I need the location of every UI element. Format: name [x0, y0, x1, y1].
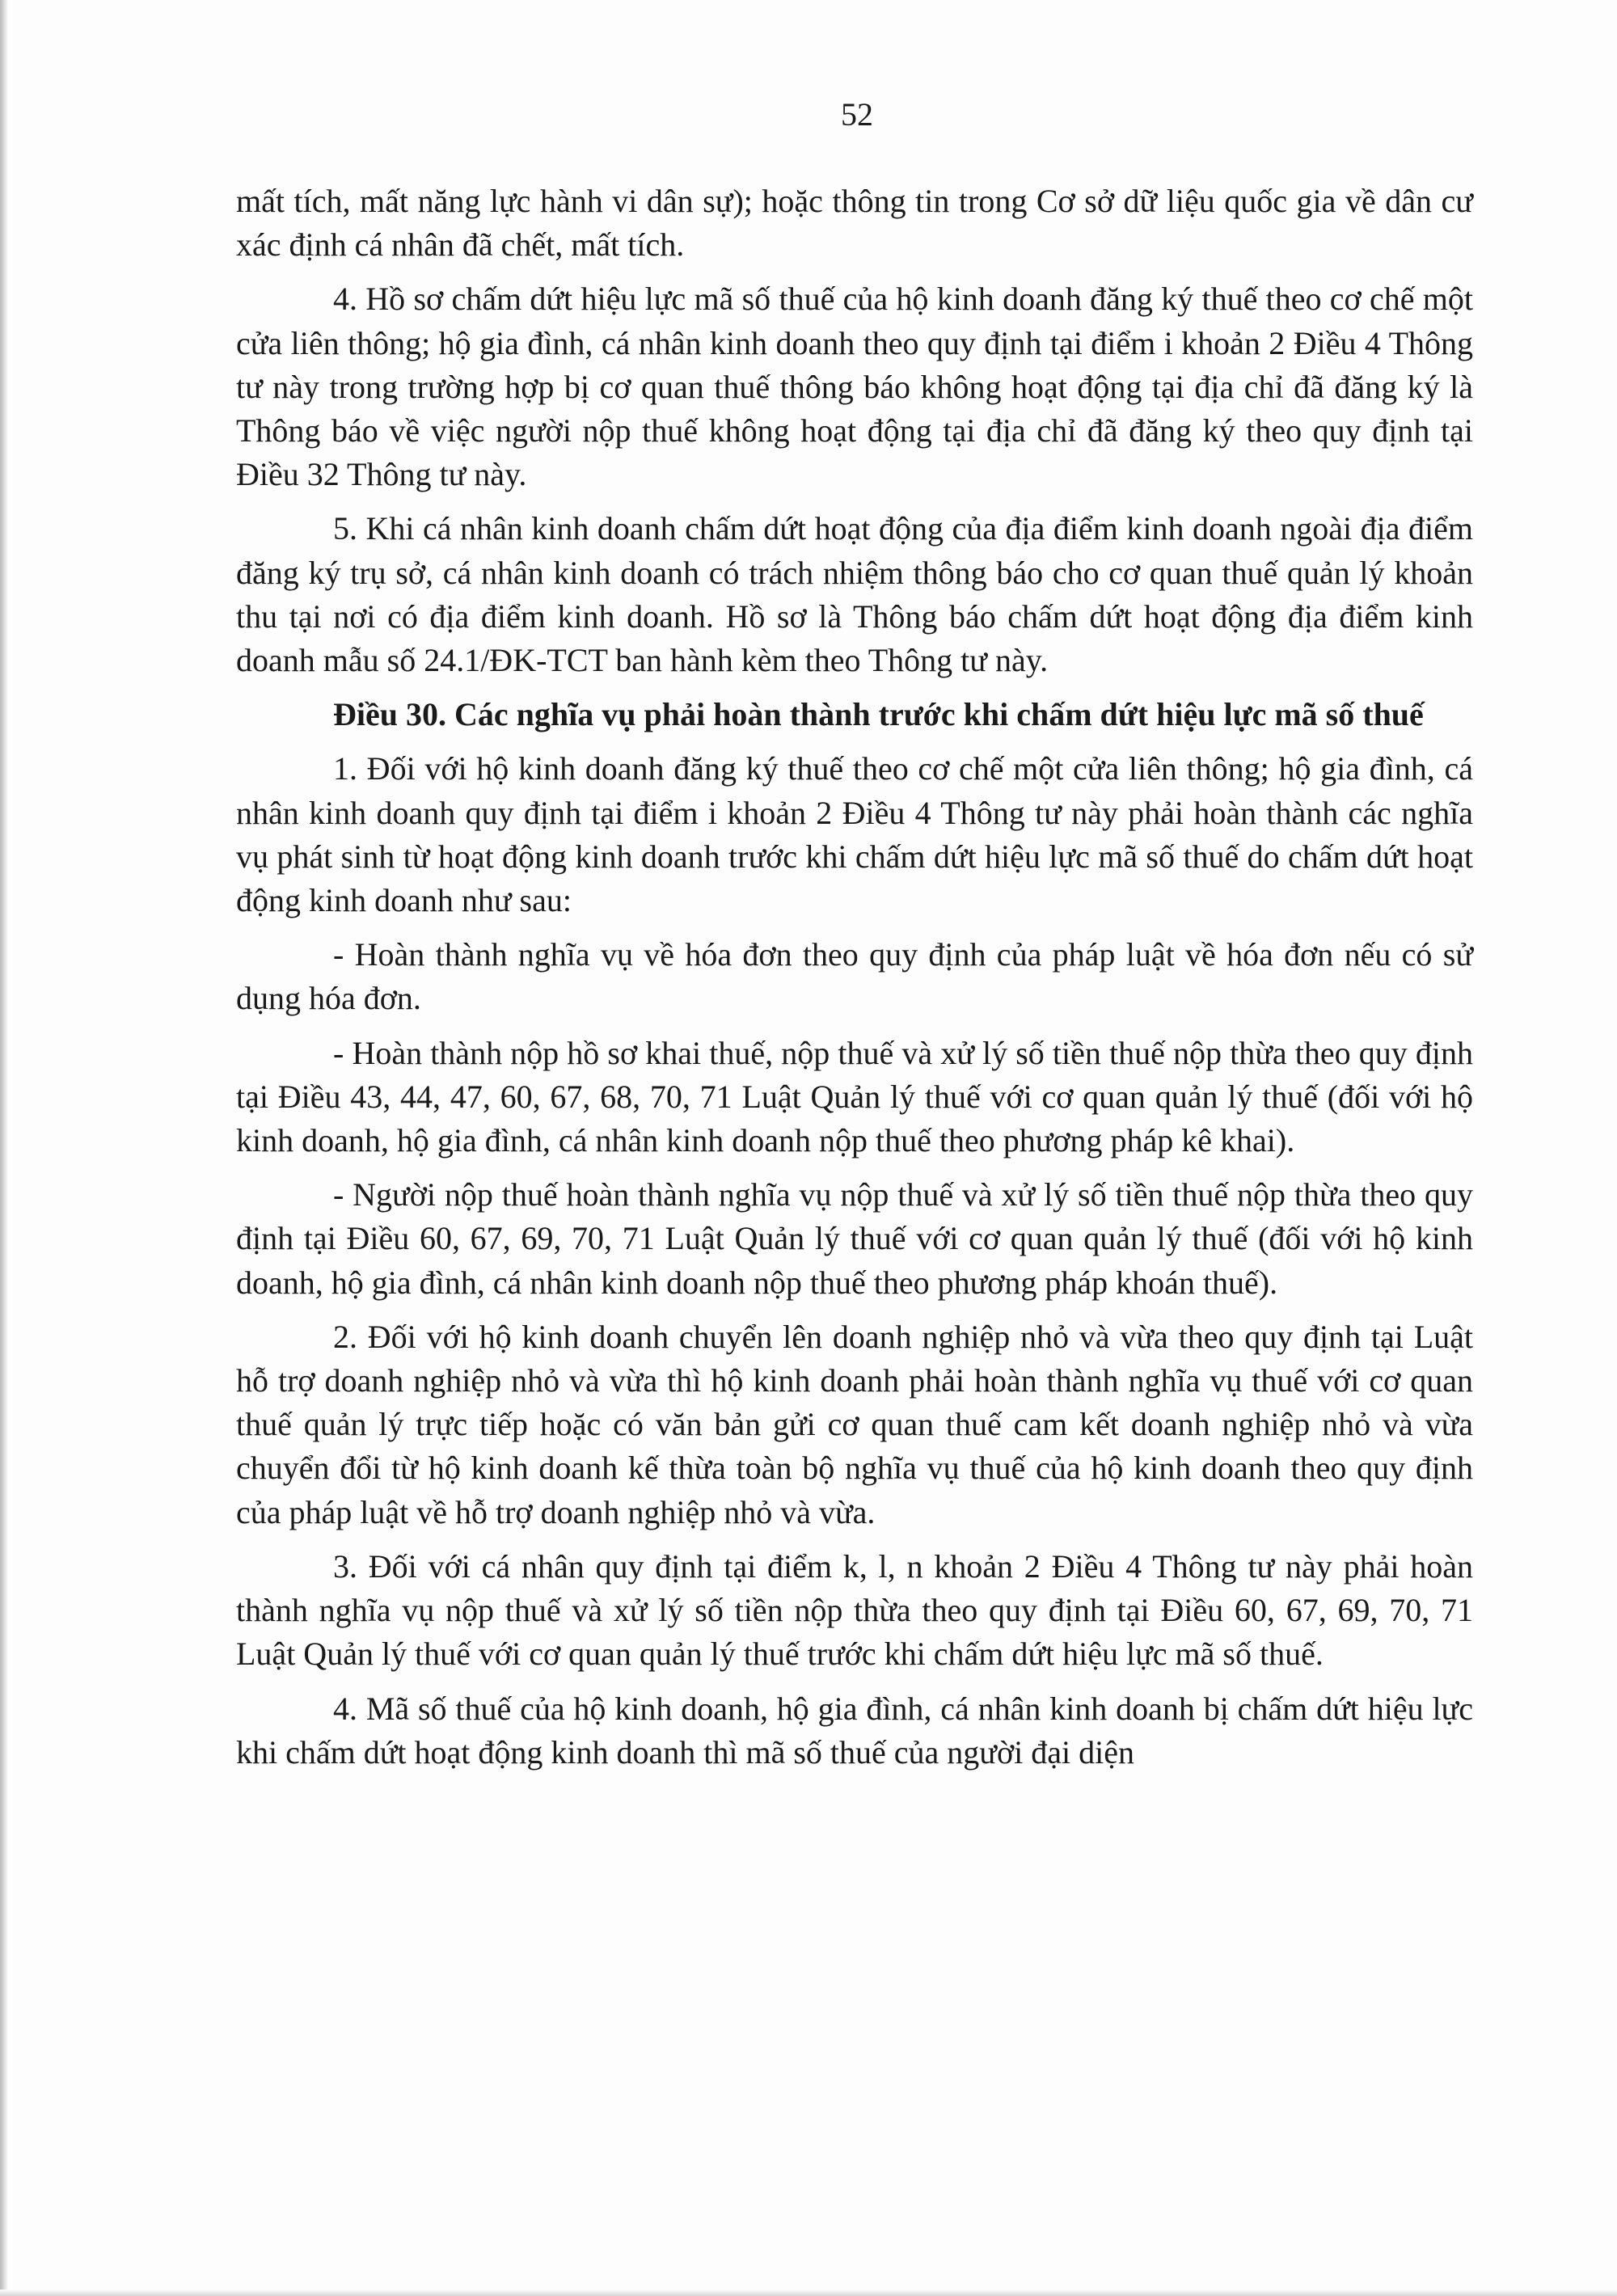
page-number: 52	[841, 96, 873, 133]
document-body	[236, 179, 1473, 1785]
paragraph-item-4: 4. Hồ sơ chấm dứt hiệu lực mã số thuế của hộ kinh doanh đăng ký thuế theo cơ chế một cửa liên thông; hộ gia đình, cá nhân kinh doanh theo quy định tại điểm i khoản 2 Điều 4 Thông tư này trong trường hợp bị cơ quan thuế thông báo không hoạt động tại địa chỉ đã đăng ký là Thông báo về việc người nộp thuế không hoạt động tại địa chỉ đã đăng ký theo quy định tại Điều 32 Thông tư này.	[236, 281, 1473, 493]
article-30-heading: Điều 30. Các nghĩa vụ phải hoàn thành trước khi chấm dứt hiệu lực mã số thuế	[333, 696, 1424, 733]
bullet-declaration-obligation: - Hoàn thành nộp hồ sơ khai thuế, nộp thuế và xử lý số tiền thuế nộp thừa theo quy định tại Điều 43, 44, 47, 60, 67, 68, 70, 71 Luật Quản lý thuế với cơ quan quản lý thuế (đối với hộ kinh doanh, hộ gia đình, cá nhân kinh doanh nộp thuế theo phương pháp kê khai).	[236, 1034, 1473, 1159]
paragraph-continuation: mất tích, mất năng lực hành vi dân sự); hoặc thông tin trong Cơ sở dữ liệu quốc gia về dân cư xác định cá nhân đã chết, mất tích.	[236, 183, 1473, 264]
scan-bottom-shadow	[0, 2290, 1617, 2296]
paragraph-article30-item-1: 1. Đối với hộ kinh doanh đăng ký thuế theo cơ chế một cửa liên thông; hộ gia đình, cá nhân kinh doanh quy định tại điểm i khoản 2 Điều 4 Thông tư này phải hoàn thành các nghĩa vụ phát sinh từ hoạt động kinh doanh trước khi chấm dứt hiệu lực mã số thuế do chấm dứt hoạt động kinh doanh như sau:	[236, 750, 1473, 919]
paragraph-article30-item-3: 3. Đối với cá nhân quy định tại điểm k, l, n khoản 2 Điều 4 Thông tư này phải hoàn thành nghĩa vụ nộp thuế và xử lý số tiền nộp thừa theo quy định tại Điều 60, 67, 69, 70, 71 Luật Quản lý thuế với cơ quan quản lý thuế trước khi chấm dứt hiệu lực mã số thuế.	[236, 1547, 1473, 1673]
paragraph-item-5: 5. Khi cá nhân kinh doanh chấm dứt hoạt động của địa điểm kinh doanh ngoài địa điểm đăng ký trụ sở, cá nhân kinh doanh có trách nhiệm thông báo cho cơ quan thuế quản lý khoản thu tại nơi có địa điểm kinh doanh. Hồ sơ là Thông báo chấm dứt hoạt động địa điểm kinh doanh mẫu số 24.1/ĐK-TCT ban hành kèm theo Thông tư này.	[236, 510, 1473, 679]
paragraph-article30-item-4: 4. Mã số thuế của hộ kinh doanh, hộ gia đình, cá nhân kinh doanh bị chấm dứt hiệu lực khi chấm dứt hoạt động kinh doanh thì mã số thuế của người đại diện	[236, 1690, 1473, 1771]
bullet-lump-sum-obligation: - Người nộp thuế hoàn thành nghĩa vụ nộp thuế và xử lý số tiền thuế nộp thừa theo quy định tại Điều 60, 67, 69, 70, 71 Luật Quản lý thuế với cơ quan quản lý thuế (đối với hộ kinh doanh, hộ gia đình, cá nhân kinh doanh nộp thuế theo phương pháp khoán thuế).	[236, 1176, 1473, 1301]
paragraph-article30-item-2: 2. Đối với hộ kinh doanh chuyển lên doanh nghiệp nhỏ và vừa theo quy định tại Luật hỗ trợ doanh nghiệp nhỏ và vừa thì hộ kinh doanh phải hoàn thành nghĩa vụ thuế với cơ quan thuế quản lý trực tiếp hoặc có văn bản gửi cơ quan thuế cam kết doanh nghiệp nhỏ và vừa chuyển đổi từ hộ kinh doanh kế thừa toàn bộ nghĩa vụ thuế của hộ kinh doanh theo quy định của pháp luật về hỗ trợ doanh nghiệp nhỏ và vừa.	[236, 1318, 1473, 1530]
bullet-invoice-obligation: - Hoàn thành nghĩa vụ về hóa đơn theo quy định của pháp luật về hóa đơn nếu có sử dụng hóa đơn.	[236, 936, 1473, 1017]
scan-edge-shadow	[0, 0, 8, 2296]
